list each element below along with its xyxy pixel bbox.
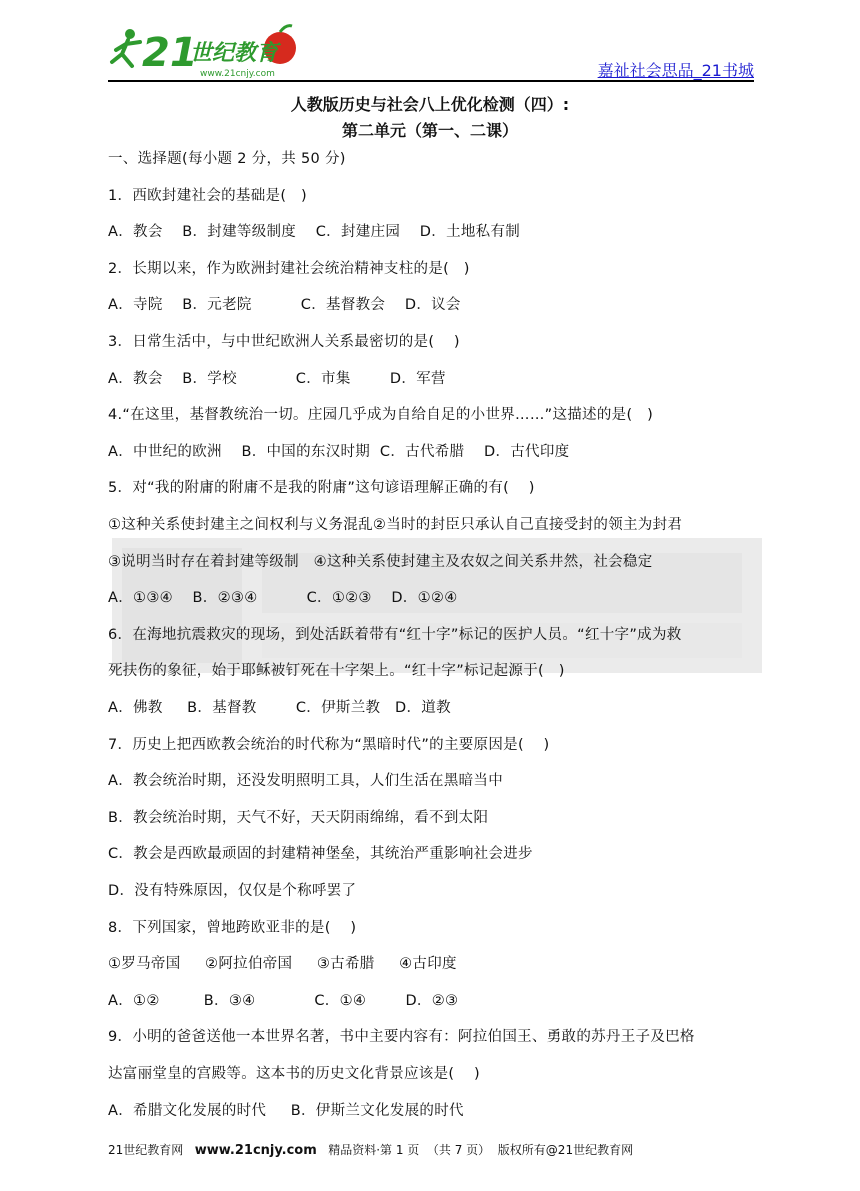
footer-site-link[interactable]: www.21cnjy.com xyxy=(194,1143,317,1158)
text-line: 达富丽堂皇的宫殿等。这本书的历史文化背景应该是( ) xyxy=(108,1066,480,1082)
text-line: 3．日常生活中，与中世纪欧洲人关系最密切的是( ) xyxy=(108,334,460,350)
text-line: ①这种关系使封建主之间权利与义务混乱②当时的封臣只承认自己直接受封的领主为封君 xyxy=(108,517,683,533)
text-line: 9．小明的爸爸送他一本世界名著，书中主要内容有：阿拉伯国王、勇敢的苏丹王子及巴格 xyxy=(108,1029,695,1046)
text-line: C．教会是西欧最顽固的封建精神堡垒，其统治严重影响社会进步 xyxy=(108,846,533,863)
header-divider xyxy=(108,80,754,82)
text-line: 1．西欧封建社会的基础是( ) xyxy=(108,187,307,204)
page-header xyxy=(108,22,754,80)
text-line: 一、选择题(每小题 2 分，共 50 分) xyxy=(108,151,346,167)
svg-text:21: 21 xyxy=(142,30,198,76)
text-line: A．佛教 B．基督教 C．伊斯兰教 D．道教 xyxy=(108,700,451,716)
text-line: A．①② B．③④ C．①④ D．②③ xyxy=(108,992,459,1009)
text-line: A．希腊文化发展的时代 B．伊斯兰文化发展的时代 xyxy=(108,1102,464,1119)
text-line: A．中世纪的欧洲 B．中国的东汉时期 C．古代希腊 D．古代印度 xyxy=(108,443,570,460)
page-footer xyxy=(108,1141,633,1158)
text-line: 7．历史上把西欧教会统治的时代称为“黑暗时代”的主要原因是( ) xyxy=(108,736,550,753)
page-title: 人教版历史与社会八上优化检测（四）: xyxy=(290,95,570,114)
text-line: A．寺院 B．元老院 C．基督教会 D．议会 xyxy=(108,297,461,314)
footer-left: 21世纪教育网 xyxy=(108,1143,195,1157)
text-line: 8．下列国家，曾地跨欧亚非的是( ) xyxy=(108,919,357,936)
text-line: 4.“在这里，基督教统治一切。庄园几乎成为自给自足的小世界……”这描述的是( ) xyxy=(108,407,654,424)
text-line: A．①③④ B．②③④ C．①②③ D．①②④ xyxy=(108,590,458,607)
svg-text:www.21cnjy.com: www.21cnjy.com xyxy=(200,69,275,79)
text-line: B．教会统治时期，天气不好，天天阴雨绵绵，看不到太阳 xyxy=(108,809,489,826)
text-line: A．教会 B．学校 C．市集 D．军营 xyxy=(108,370,446,387)
text-line: D．没有特殊原因，仅仅是个称呼罢了 xyxy=(108,883,357,899)
text-line: 2．长期以来，作为欧洲封建社会统治精神支柱的是( ) xyxy=(108,260,470,277)
logo-icon xyxy=(108,22,358,80)
text-line: A．教会统治时期，还没发明照明工具，人们生活在黑暗当中 xyxy=(108,773,504,790)
svg-text:世纪教育: 世纪教育 xyxy=(190,41,279,66)
text-line: ①罗马帝国 ②阿拉伯帝国 ③古希腊 ④古印度 xyxy=(108,956,457,973)
text-line: 死扶伤的象征，始于耶稣被钉死在十字架上。“红十字”标记起源于( ) xyxy=(108,663,565,680)
page-subtitle: 第二单元（第一、二课） xyxy=(341,121,518,140)
text-line: ③说明当时存在着封建等级制 ④这种关系使封建主及农奴之间关系井然，社会稳定 xyxy=(108,553,653,570)
brand-link[interactable]: 嘉祉社会思品_21书城 xyxy=(597,61,754,80)
footer-right: 精品资料·第 1 页 （共 7 页） 版权所有@21世纪教育网 xyxy=(316,1143,634,1157)
text-line: 5．对“我的附庸的附庸不是我的附庸”这句谚语理解正确的有( ) xyxy=(108,480,535,497)
text-line: 6．在海地抗震救灾的现场，到处活跃着带有“红十字”标记的医护人员。“红十字”成为救 xyxy=(108,626,682,643)
text-line: A．教会 B．封建等级制度 C．封建庄园 D．土地私有制 xyxy=(108,224,521,241)
